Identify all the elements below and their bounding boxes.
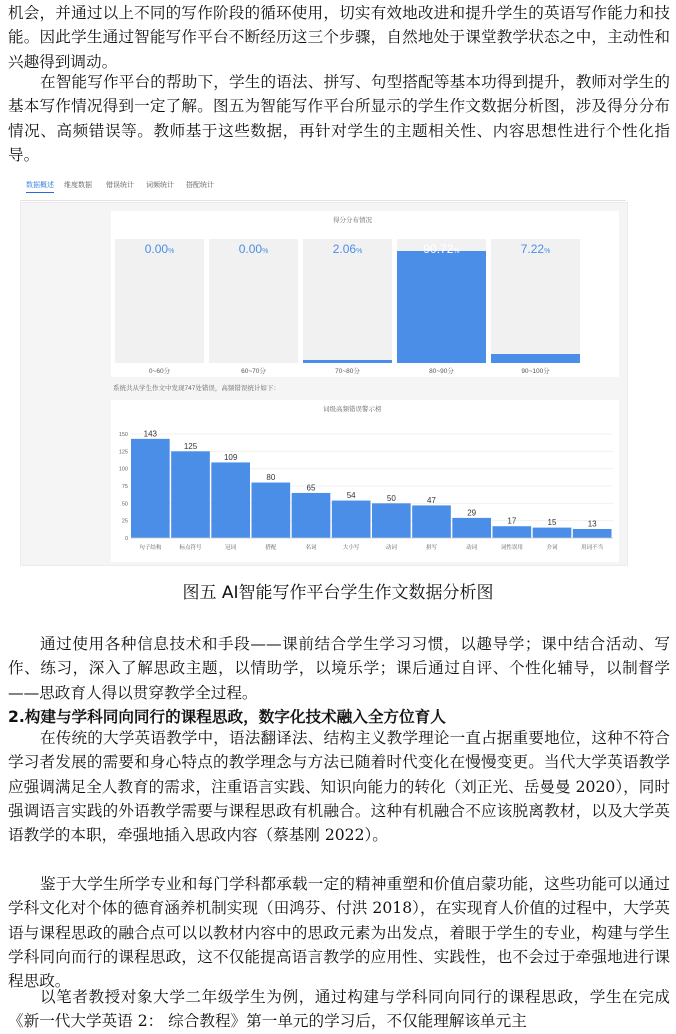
error-category-label: 大小写 (342, 545, 360, 551)
figure-data-analysis (20, 170, 626, 568)
error-bar (493, 526, 532, 538)
section-heading: 2.构建与学科同向同行的课程思政，数字化技术融入全方位育人 (8, 708, 446, 726)
error-category-label: 用词不当 (581, 545, 604, 551)
score-bar-fill (491, 354, 580, 363)
paragraph: 在传统的大学英语教学中，语法翻译法、结构主义教学理论一直占据重要地位，这种不符合学习者发展的需要和身心特点的教学理念与方法已随着时代变化在慢慢变更。当代大学英语教学应强调满足全人教育的需求，注重语言实践、知识向能力的转化（刘正光、岳曼曼 2020），同时强调语言实践的外语教学需要与课程思政有机融合。这种有机融合不应该脱离教材，以及大学英语教学的本职，牵强地插入思政内容（蔡基刚 2022）。 (8, 729, 670, 845)
score-distribution-card (111, 211, 619, 377)
score-bar (209, 239, 298, 363)
y-tick-label: 100 (118, 466, 128, 473)
error-value-label: 109 (223, 452, 238, 462)
score-category-label: 70~80分 (335, 368, 360, 375)
error-category-label: 名词 (305, 545, 317, 551)
score-bar (303, 239, 392, 363)
score-category-label: 90~100分 (521, 368, 550, 375)
y-tick-label: 50 (121, 501, 128, 508)
error-category-label: 标点符号 (179, 545, 202, 551)
score-bar-label: 2.06% (332, 242, 363, 256)
error-value-label: 29 (467, 508, 477, 518)
paragraph: 在智能写作平台的帮助下，学生的语法、拼写、句型搭配等基本功得到提升，教师对学生的基本写作情况得到一定了解。图五为智能写作平台所显示的学生作文数据分析图，涉及得分分布情况、高频错误等。教师基于这些数据，再针对学生的主题相关性、内容思想性进行个性化指导。 (8, 73, 670, 164)
error-category-label: 搭配 (265, 545, 277, 551)
error-category-label: 冠词 (225, 545, 237, 551)
paragraph: 鉴于大学生所学专业和每门学科都承载一定的精神重塑和价值启蒙功能，这些功能可以通过学科文化对个体的德育涵养机制实现（田鸿芬、付洪 2018），在实现育人价值的过程中，大学英语与课程思政的融合点可以以教材内容中的思政元素为出发点，着眼于学生的专业，构建与学生学科同向而行的课程思政，这不仅能提高语言教学的应用性、实践性，也不会过于牵强地进行课程思政。 (8, 875, 670, 991)
score-bar-label: 7.22% (520, 242, 551, 256)
error-bar (452, 518, 491, 538)
error-summary-text: 系统共从学生作文中发现747处错误，高频错误统计如下： (113, 385, 280, 392)
y-tick-label: 125 (118, 449, 128, 456)
paragraph: 机会，并通过以上不同的写作阶段的循环使用，切实有效地改进和提升学生的英语写作能力和技能。因此学生通过智能写作平台不断经历这三个步骤，自然地处于课堂教学状态之中，主动性和兴趣得到调动。 (8, 4, 670, 71)
error-category-label: 动词 (466, 545, 478, 551)
error-bar (292, 493, 331, 538)
error-value-label: 125 (183, 441, 198, 451)
score-bar (397, 239, 486, 363)
stats-panel (20, 202, 628, 566)
error-bar (131, 439, 170, 538)
error-value-label: 15 (547, 518, 557, 528)
tab-bar (20, 170, 626, 201)
y-tick-label: 150 (118, 432, 128, 438)
error-value-label: 54 (346, 491, 356, 501)
error-value-label: 47 (427, 495, 436, 505)
error-category-label: 句子结构 (139, 545, 162, 551)
score-bar-label: 90.72% (423, 242, 460, 256)
error-bar (252, 483, 291, 538)
error-bar (573, 529, 612, 538)
y-tick-label: 25 (121, 518, 128, 525)
chart-title: 得分分布情况 (333, 217, 372, 224)
score-bar-label: 0.00% (144, 242, 175, 256)
y-tick-label: 0 (124, 536, 128, 542)
tab-overview[interactable]: 数据概述 (26, 180, 54, 193)
error-bar (211, 462, 250, 538)
tab-collocation[interactable]: 搭配统计 (186, 182, 214, 189)
score-category-label: 80~90分 (429, 368, 454, 375)
error-bar (372, 503, 411, 538)
figure-caption: 图五 AI智能写作平台学生作文数据分析图 (182, 583, 494, 603)
tab-errors[interactable]: 错误统计 (106, 182, 134, 189)
score-bar-label: 0.00% (238, 242, 269, 256)
error-bar (332, 501, 371, 538)
y-tick-label: 75 (121, 484, 128, 490)
error-value-label: 65 (306, 483, 316, 493)
error-category-label: 介词 (546, 545, 558, 551)
error-value-label: 17 (507, 516, 517, 526)
error-value-label: 13 (587, 519, 597, 529)
score-bar (491, 239, 580, 363)
score-bar-fill (397, 251, 486, 363)
error-category-label: 拼写 (425, 545, 438, 551)
score-bar (115, 239, 204, 363)
error-value-label: 50 (386, 493, 396, 503)
paragraph: 以笔者教授对象大学二年级学生为例，通过构建与学科同向同行的课程思政，学生在完成《新一代大学英语 2： 综合教程》第一单元的学习后，不仅能理解该单元主 (8, 988, 670, 1031)
score-category-label: 0~60分 (148, 368, 171, 375)
error-bar-chart (111, 400, 619, 562)
error-category-label: 动词 (385, 545, 397, 551)
error-category-label: 词性误用 (500, 545, 523, 551)
tab-dimension[interactable]: 维度数据 (64, 182, 92, 189)
chart-title: 词级高频错误警示榜 (323, 406, 382, 413)
tab-word-frequency[interactable]: 词频统计 (146, 182, 174, 189)
score-bar-fill (303, 360, 392, 363)
paragraph: 通过使用各种信息技术和手段——课前结合学生学习习惯，以趣导学；课中结合活动、写作、练习，深入了解思政主题，以情助学，以境乐学；课后通过自评、个性化辅导，以制督学——思政育人得以贯穿教学全过程。 (8, 635, 670, 702)
error-value-label: 80 (266, 473, 276, 483)
error-value-label: 143 (143, 429, 158, 439)
error-ranking-card (111, 400, 619, 562)
error-bar (533, 528, 572, 538)
score-category-label: 60~70分 (241, 368, 266, 375)
error-bar (412, 505, 451, 538)
error-bar (171, 451, 210, 538)
